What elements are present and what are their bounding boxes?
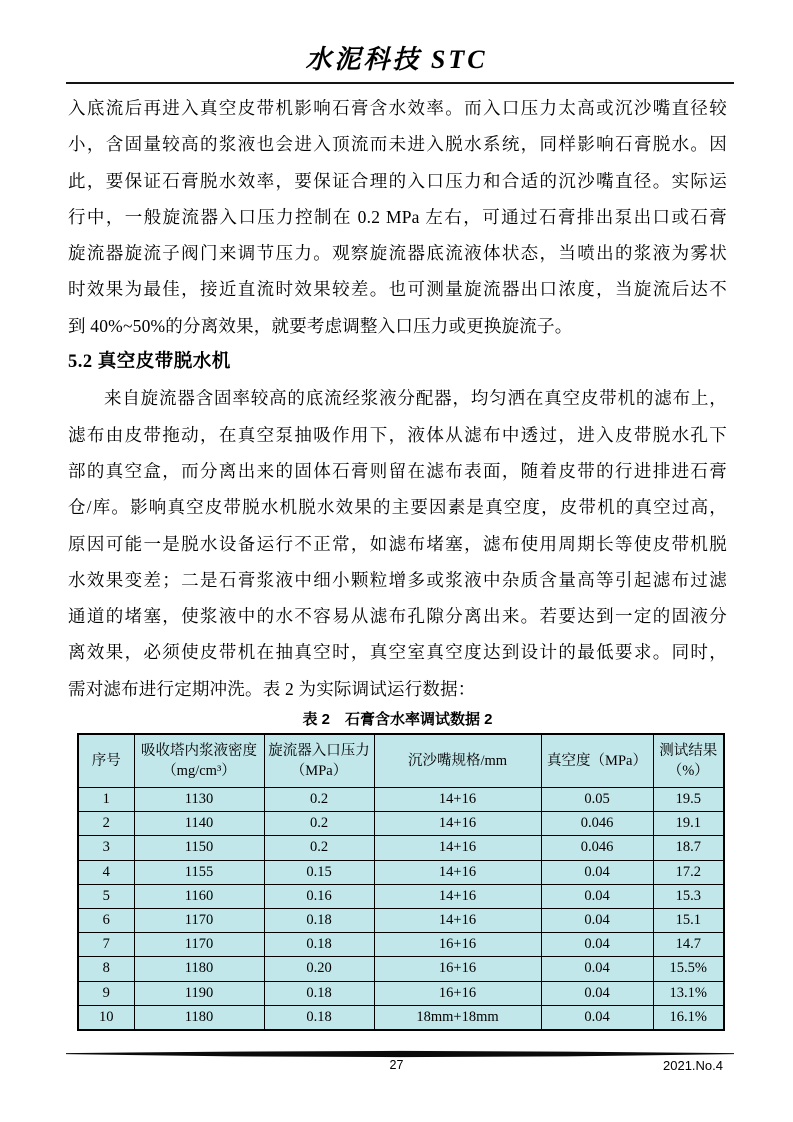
text-line: 水效果变差；二是石膏浆液中细小颗粒增多或浆液中杂质含量高等引起滤布过滤	[68, 569, 727, 590]
table-row	[78, 884, 724, 908]
table-cell: 0.2	[264, 836, 374, 860]
table-cell: 15.3	[653, 884, 724, 908]
table-cell: 0.18	[264, 933, 374, 957]
text-line: 仓/库。影响真空皮带脱水机脱水效果的主要因素是真空度，皮带机的真空过高，	[68, 497, 727, 518]
column-header-vacuum-degree	[541, 734, 653, 788]
table-cell: 17.2	[653, 860, 724, 884]
column-header-slurry-density	[134, 734, 264, 788]
text-line: 原因可能一是脱水设备运行不正常，如滤布堵塞，滤布使用周期长等使皮带机脱	[68, 533, 727, 554]
table-cell: 1155	[134, 860, 264, 884]
table-cell: 4	[78, 860, 134, 884]
column-label: 沉沙嘴规格/mm	[407, 753, 508, 769]
column-label: 测试结果	[659, 743, 718, 759]
text-line: 时效果为最佳，接近直流时效果较差。也可测量旋流器出口浓度，当旋流后达不	[68, 279, 727, 300]
table-cell: 7	[78, 933, 134, 957]
table-row	[78, 812, 724, 836]
text-line: 入底流后再进入真空皮带机影响石膏含水效率。而入口压力太高或沉沙嘴直径较	[68, 98, 727, 118]
table-cell: 0.05	[541, 788, 653, 812]
column-label: 真空度（MPa）	[547, 753, 647, 769]
table-cell: 2	[78, 812, 134, 836]
column-label: 序号	[91, 753, 121, 769]
table-row	[78, 788, 724, 812]
table-row	[78, 836, 724, 860]
table-cell: 14+16	[374, 788, 541, 812]
page-number: 27	[389, 1058, 404, 1072]
table-cell: 0.04	[541, 908, 653, 932]
table-cell: 14+16	[374, 836, 541, 860]
column-header-inlet-pressure	[264, 734, 374, 788]
table-cell: 0.18	[264, 908, 374, 932]
table-cell: 0.046	[541, 812, 653, 836]
table-row	[78, 860, 724, 884]
table-header	[78, 734, 724, 788]
header-rule	[66, 82, 734, 84]
table-cell: 1150	[134, 836, 264, 860]
table-cell: 16.1%	[653, 1005, 724, 1030]
text-line: 小，含固量较高的浆液也会进入顶流而未进入脱水系统，同样影响石膏脱水。因	[68, 134, 727, 155]
footer-rule	[66, 1050, 734, 1058]
table-cell: 13.1%	[653, 981, 724, 1005]
table-cell: 0.18	[264, 981, 374, 1005]
text-line: 到 40%~50%的分离效果，就要考虑调整入口压力或更换旋流子。	[68, 315, 573, 336]
text-line: 通道的堵塞，使浆液中的水不容易从滤布孔隙分离出来。若要达到一定的固液分	[68, 606, 727, 627]
table-cell: 15.5%	[653, 957, 724, 981]
table-cell: 1	[78, 788, 134, 812]
table-cell: 1190	[134, 981, 264, 1005]
table-row	[78, 933, 724, 957]
table-header-row	[78, 734, 724, 788]
table-cell: 3	[78, 836, 134, 860]
column-header-index	[78, 734, 134, 788]
paragraph-2	[68, 380, 727, 707]
table-cell: 1130	[134, 788, 264, 812]
column-header-nozzle-spec	[374, 734, 541, 788]
table-cell: 0.04	[541, 933, 653, 957]
table-cell: 1140	[134, 812, 264, 836]
column-sub-label: （%）	[667, 763, 709, 779]
column-label: 旋流器入口压力	[268, 743, 370, 759]
column-header-test-result	[653, 734, 724, 788]
text-line: 滤布由皮带拖动，在真空泵抽吸作用下，液体从滤布中透过，进入皮带脱水孔下	[68, 424, 727, 445]
table-cell: 15.1	[653, 908, 724, 932]
column-sub-label: （mg/cm³）	[162, 763, 236, 779]
table-cell: 0.18	[264, 1005, 374, 1030]
table-cell: 0.15	[264, 860, 374, 884]
table-cell: 0.046	[541, 836, 653, 860]
table-cell: 14.7	[653, 933, 724, 957]
table-cell: 16+16	[374, 981, 541, 1005]
column-label: 吸收塔内浆液密度	[141, 743, 257, 759]
table-cell: 1160	[134, 884, 264, 908]
issue-number: 2021.No.4	[663, 1058, 723, 1073]
table-cell: 14+16	[374, 908, 541, 932]
table-cell: 14+16	[374, 860, 541, 884]
article-body	[68, 90, 727, 707]
text-line: 旋流器旋流子阀门来调节压力。观察旋流器底流液体状态，当喷出的浆液为雾状	[68, 243, 727, 264]
table-cell: 0.2	[264, 788, 374, 812]
table-row	[78, 1005, 724, 1030]
table-cell: 16+16	[374, 933, 541, 957]
table-cell: 16+16	[374, 957, 541, 981]
data-table	[77, 733, 725, 1031]
table-caption: 表 2 石膏含水率调试数据 2	[302, 711, 493, 728]
text-line: 部的真空盒，而分离出来的固体石膏则留在滤布表面，随着皮带的行进排进石膏	[68, 460, 727, 481]
table-row	[78, 908, 724, 932]
table-cell: 19.1	[653, 812, 724, 836]
table-cell: 0.04	[541, 957, 653, 981]
table-cell: 1170	[134, 933, 264, 957]
table-cell: 0.04	[541, 884, 653, 908]
table-cell: 19.5	[653, 788, 724, 812]
table-cell: 6	[78, 908, 134, 932]
table-cell: 5	[78, 884, 134, 908]
journal-title: 水泥科技 STC	[305, 45, 488, 74]
table-row	[78, 957, 724, 981]
table-body	[78, 788, 724, 1030]
table-cell: 1180	[134, 957, 264, 981]
table-cell: 1170	[134, 908, 264, 932]
table-cell: 18mm+18mm	[374, 1005, 541, 1030]
table-cell: 0.20	[264, 957, 374, 981]
table-cell: 0.2	[264, 812, 374, 836]
table-cell: 14+16	[374, 884, 541, 908]
table-cell: 8	[78, 957, 134, 981]
text-line: 行中，一般旋流器入口压力控制在 0.2 MPa 左右，可通过石膏排出泵出口或石膏	[68, 206, 727, 227]
text-line: 需对滤布进行定期冲洗。表 2 为实际调试运行数据：	[68, 678, 476, 699]
table-cell: 0.04	[541, 860, 653, 884]
table-cell: 0.16	[264, 884, 374, 908]
table-cell: 14+16	[374, 812, 541, 836]
section-heading: 5.2 真空皮带脱水机	[68, 352, 231, 373]
text-line: 来自旋流器含固率较高的底流经浆液分配器，均匀洒在真空皮带机的滤布上，	[104, 388, 727, 409]
text-line: 离效果，必须使皮带机在抽真空时，真空室真空度达到设计的最低要求。同时，	[68, 642, 727, 663]
column-sub-label: （MPa）	[290, 763, 348, 779]
table-cell: 9	[78, 981, 134, 1005]
table-cell: 1180	[134, 1005, 264, 1030]
table-cell: 0.04	[541, 981, 653, 1005]
paragraph-1	[68, 90, 727, 344]
table-cell: 18.7	[653, 836, 724, 860]
table-cell: 0.04	[541, 1005, 653, 1030]
table-cell: 10	[78, 1005, 134, 1030]
text-line: 此，要保证石膏脱水效率，要保证合理的入口压力和合适的沉沙嘴直径。实际运	[68, 170, 727, 191]
table-row	[78, 981, 724, 1005]
